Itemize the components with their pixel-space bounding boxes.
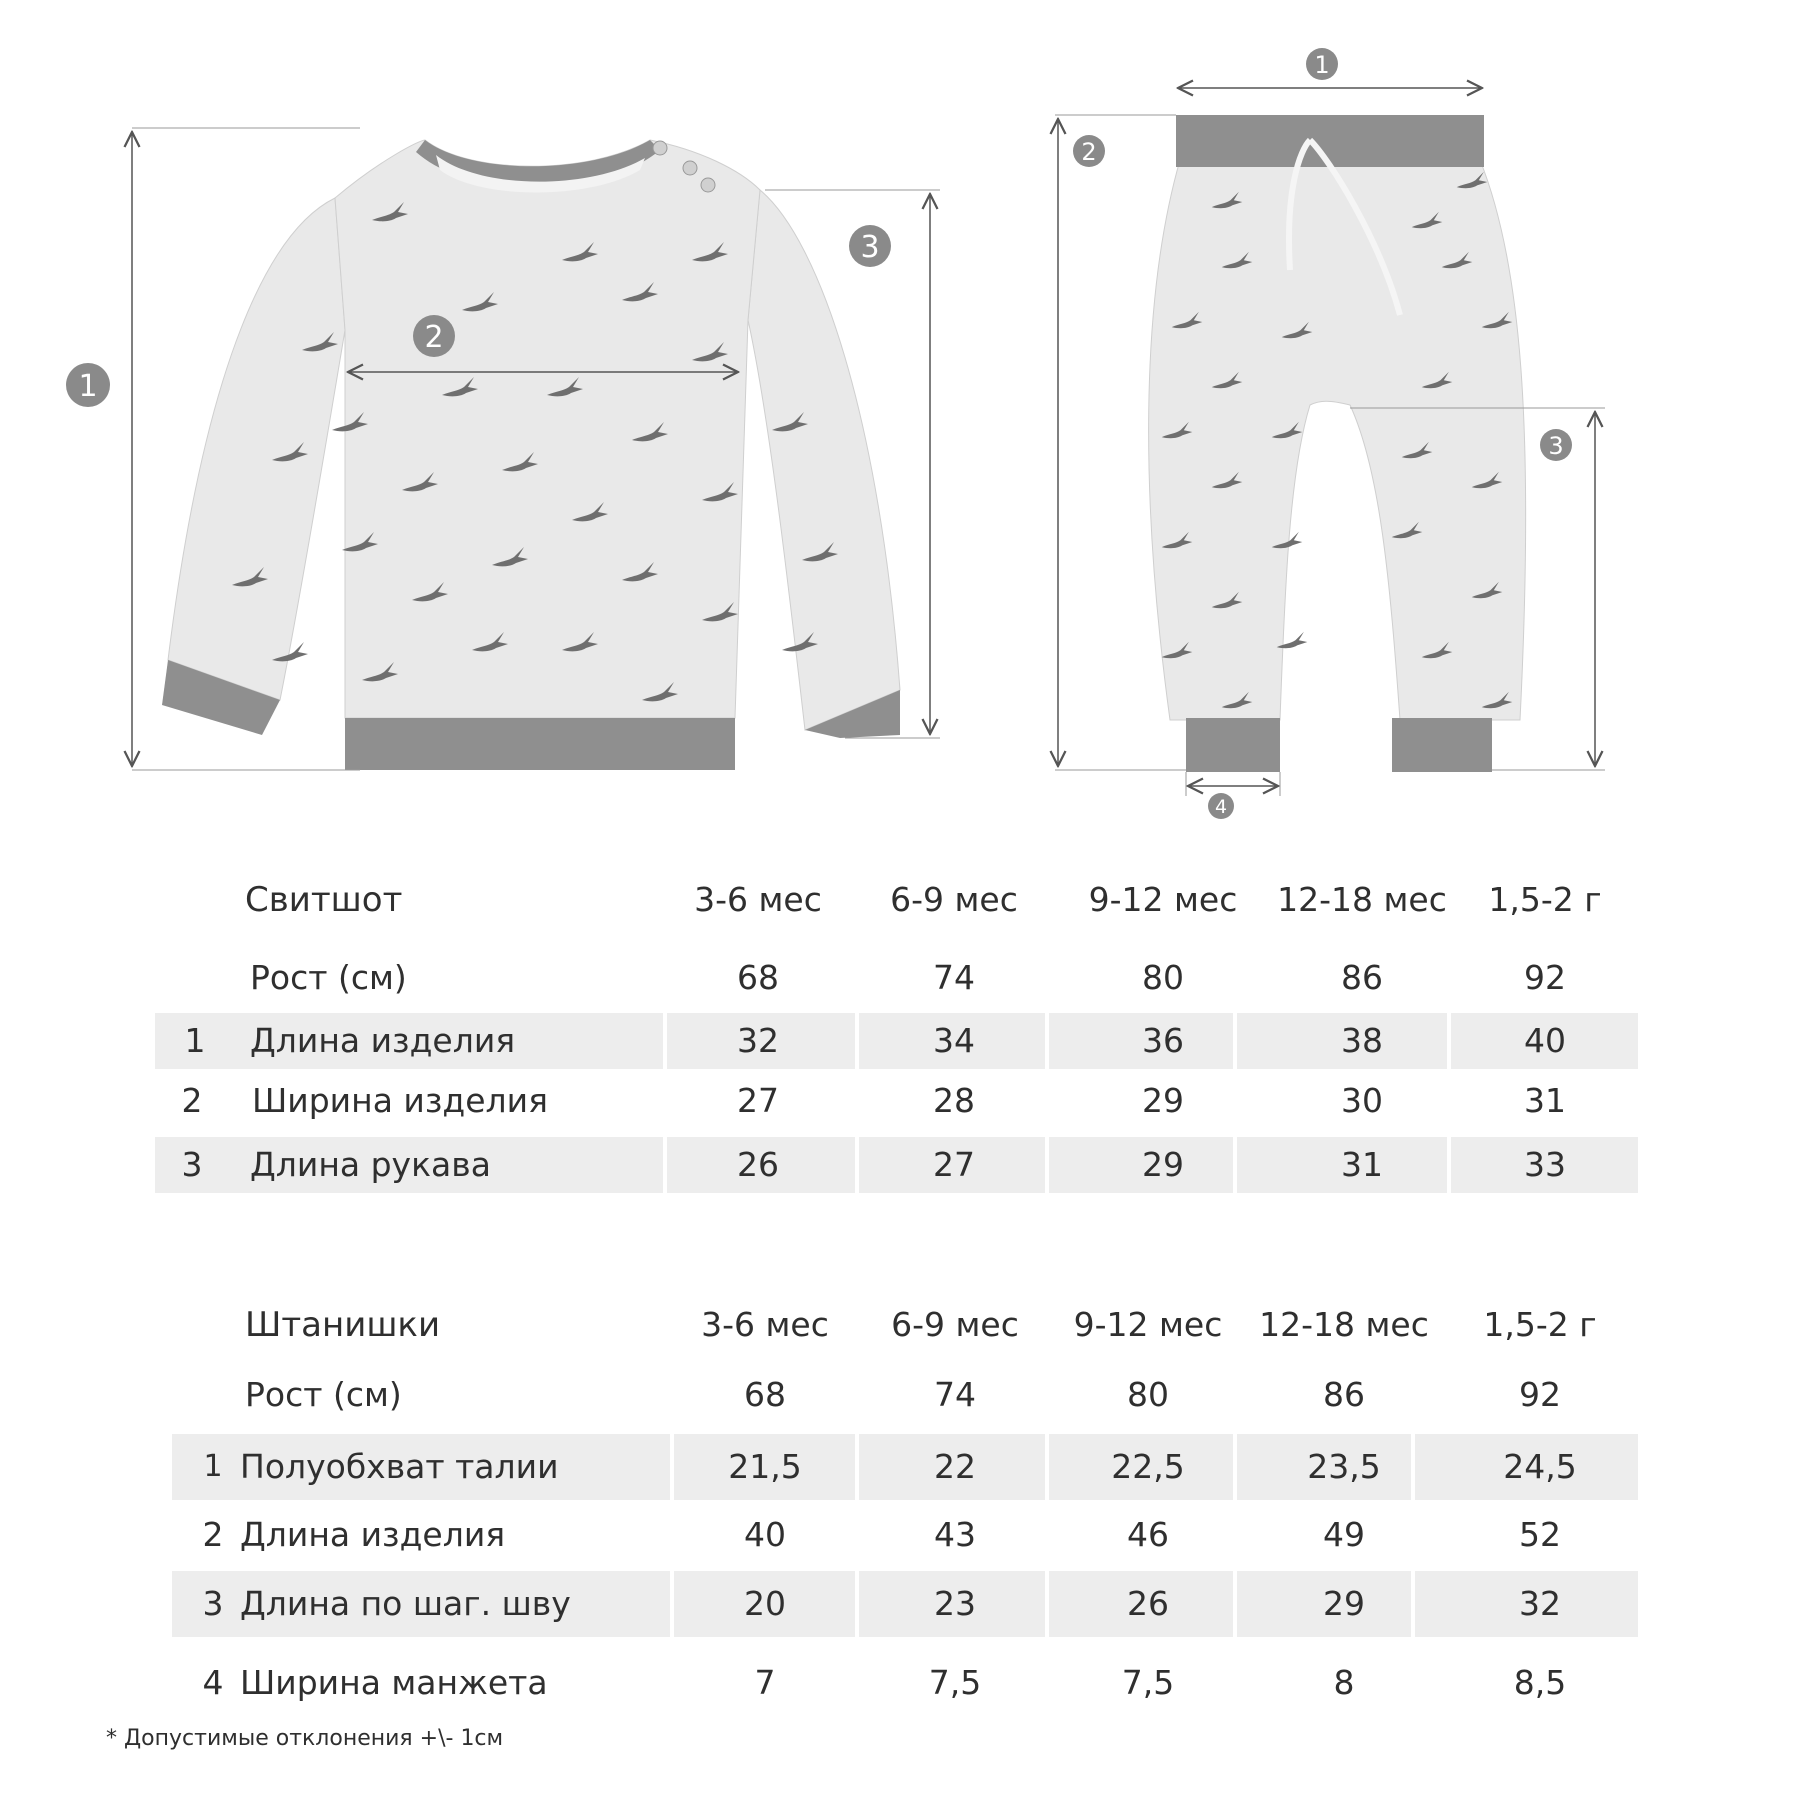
- cell-value: 33: [1524, 1145, 1566, 1184]
- cell-value: 23: [934, 1584, 976, 1623]
- row-label: Длина рукава: [250, 1145, 491, 1184]
- cell-value: 32: [1519, 1584, 1561, 1623]
- size-header: 6-9 мес: [890, 880, 1018, 919]
- sweatshirt-illustration: [162, 140, 900, 770]
- cell-value: 43: [934, 1515, 976, 1554]
- size-diagram: [0, 0, 1800, 820]
- sweatshirt-body: [335, 140, 760, 718]
- sweatshirt-waistband: [345, 718, 735, 770]
- height-value: 74: [934, 1375, 976, 1414]
- height-value: 80: [1142, 958, 1184, 997]
- badge-pants-3: 3: [1548, 432, 1564, 460]
- row-number: 3: [181, 1145, 203, 1184]
- cell-value: 46: [1127, 1515, 1169, 1554]
- sweatshirt-table-title: Свитшот: [245, 880, 403, 920]
- badge-sweatshirt-1: 1: [78, 369, 98, 404]
- size-header: 9-12 мес: [1088, 880, 1238, 919]
- cell-value: 26: [737, 1145, 779, 1184]
- pants-waistband: [1176, 115, 1484, 167]
- row-label: Длина по шаг. шву: [240, 1584, 571, 1623]
- height-value: 68: [737, 958, 779, 997]
- cell-value: 22,5: [1111, 1447, 1185, 1486]
- row-number: 1: [203, 1449, 223, 1484]
- cell-value: 7: [754, 1663, 776, 1702]
- cell-value: 29: [1142, 1081, 1184, 1120]
- row-number: 4: [202, 1663, 224, 1702]
- sweatshirt-right-sleeve: [748, 190, 900, 730]
- cell-value: 27: [737, 1081, 779, 1120]
- cell-value: 52: [1519, 1515, 1561, 1554]
- table-row: [0, 1013, 1800, 1069]
- pants-body: [1149, 160, 1526, 720]
- size-header: 1,5-2 г: [1483, 1305, 1597, 1344]
- cell-value: 31: [1524, 1081, 1566, 1120]
- cell-value: 38: [1341, 1021, 1383, 1060]
- cell-value: 7,5: [1121, 1663, 1175, 1702]
- cell-value: 21,5: [728, 1447, 802, 1486]
- size-header: 12-18 мес: [1259, 1305, 1429, 1344]
- sweatshirt-height-row: [0, 950, 1800, 1006]
- cell-value: 20: [744, 1584, 786, 1623]
- cell-value: 30: [1341, 1081, 1383, 1120]
- row-label: Длина изделия: [250, 1021, 516, 1060]
- row-number: 2: [181, 1081, 203, 1120]
- row-label: Полуобхват талии: [240, 1447, 559, 1486]
- cell-value: 36: [1142, 1021, 1184, 1060]
- table-row: [0, 1502, 1800, 1568]
- pants-height-row: [0, 1367, 1800, 1423]
- row-number: 3: [202, 1584, 224, 1623]
- size-header: 9-12 мес: [1073, 1305, 1223, 1344]
- cell-value: 31: [1341, 1145, 1383, 1184]
- pants-header-row: [0, 1297, 1800, 1353]
- row-number: 2: [202, 1515, 224, 1554]
- badge-sweatshirt-3: 3: [860, 230, 880, 265]
- row-number: 1: [184, 1021, 206, 1060]
- table-row: [0, 1073, 1800, 1129]
- height-value: 86: [1323, 1375, 1365, 1414]
- height-value: 68: [744, 1375, 786, 1414]
- badge-pants-4: 4: [1214, 796, 1228, 818]
- table-row: [0, 1571, 1800, 1637]
- cell-value: 27: [933, 1145, 975, 1184]
- cell-value: 22: [934, 1447, 976, 1486]
- height-value: 92: [1524, 958, 1566, 997]
- pants-illustration: [1149, 115, 1526, 772]
- table-row: [0, 1137, 1800, 1193]
- cell-value: 8,5: [1513, 1663, 1567, 1702]
- sweatshirt-left-sleeve: [168, 198, 345, 700]
- height-value: 86: [1341, 958, 1383, 997]
- pants-table-title: Штанишки: [245, 1305, 441, 1345]
- height-value: 74: [933, 958, 975, 997]
- sweatshirt-header-row: [0, 872, 1800, 928]
- size-header: 12-18 мес: [1277, 880, 1447, 919]
- cell-value: 24,5: [1503, 1447, 1577, 1486]
- cell-value: 32: [737, 1021, 779, 1060]
- cell-value: 34: [933, 1021, 975, 1060]
- badge-pants-1: 1: [1314, 51, 1330, 79]
- height-value: 92: [1519, 1375, 1561, 1414]
- cell-value: 40: [1524, 1021, 1566, 1060]
- cell-value: 26: [1127, 1584, 1169, 1623]
- size-header: 6-9 мес: [891, 1305, 1019, 1344]
- height-value: 80: [1127, 1375, 1169, 1414]
- cell-value: 49: [1323, 1515, 1365, 1554]
- pants-right-cuff: [1392, 718, 1492, 772]
- size-header: 3-6 мес: [701, 1305, 829, 1344]
- height-label: Рост (см): [250, 958, 407, 997]
- row-label: Длина изделия: [240, 1515, 506, 1554]
- cell-value: 28: [933, 1081, 975, 1120]
- cell-value: 8: [1333, 1663, 1355, 1702]
- badge-pants-2: 2: [1081, 138, 1097, 166]
- cell-value: 23,5: [1307, 1447, 1381, 1486]
- table-row: [0, 1434, 1800, 1500]
- cell-value: 40: [744, 1515, 786, 1554]
- badge-sweatshirt-2: 2: [424, 320, 444, 355]
- cell-value: 29: [1323, 1584, 1365, 1623]
- cell-value: 29: [1142, 1145, 1184, 1184]
- tolerance-footnote: * Допустимые отклонения +\- 1см: [106, 1726, 504, 1751]
- height-label: Рост (см): [245, 1375, 402, 1414]
- table-row: [0, 1650, 1800, 1716]
- cell-value: 7,5: [928, 1663, 982, 1702]
- size-header: 3-6 мес: [694, 880, 822, 919]
- pants-left-cuff: [1186, 718, 1280, 772]
- row-label: Ширина изделия: [252, 1081, 548, 1120]
- row-label: Ширина манжета: [240, 1663, 548, 1702]
- size-header: 1,5-2 г: [1488, 880, 1602, 919]
